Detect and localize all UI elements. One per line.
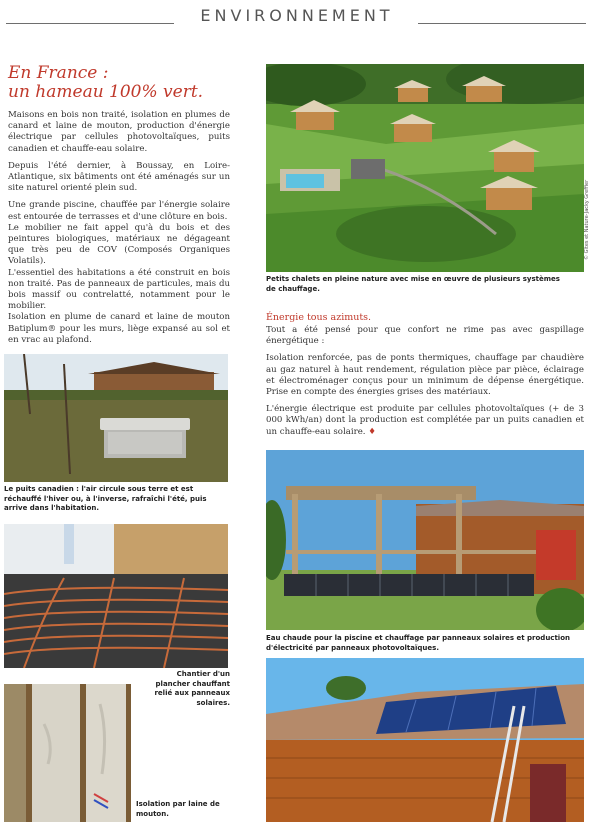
caption-isolation: Isolation par laine de mouton. [136,800,220,818]
photo-puits-canadien [4,354,228,482]
left-column-text [8,110,230,346]
header-rule-left [6,23,174,24]
paragraph: Le mobilier ne fait appel qu'à du bois et des peintures biologiques, matériaux ne dégageant que très peu de COV (Composés Organiques Volatils). [8,222,230,267]
photo-credit: © Gîtes et Nature-Jacky Greffier [584,179,590,260]
paragraph: Isolation renforcée, pas de ponts thermiques, chauffage par chaudière au gaz naturel à haut rendement, régulation pièce par pièce, éclairage et électroménager conçus pour un minimum de dépense énergétique. Prise en compte des énergies grises des matériaux. [266,353,584,398]
photo-plancher-chauffant [4,524,228,668]
photo-maison-panneaux [266,450,584,630]
caption-puits-canadien: Le puits canadien : l'air circule sous terre et est réchauffé l'hiver ou, à l'inverse, rafraîchi l'été, puis arrive dans l'habitation. [4,485,207,512]
paragraph-text: L'énergie électrique est produite par cellules photovoltaïques (+ de 3 000 kWh/an) dont la production est complétée par un puits canadien et un chauffe-eau solaire. [266,404,584,437]
paragraph: Maisons en bois non traité, isolation en plumes de canard et laine de mouton, production d'énergie électrique par cellules photovoltaïques, puits canadien et chauffe-eau solaire. [8,110,230,154]
section-title: ENVIRONNEMENT [200,6,394,25]
caption-eau-chaude: Eau chaude pour la piscine et chauffage par panneaux solaires et production d'électricité par panneaux photovoltaïques. [266,634,570,652]
caption-chalets: Petits chalets en pleine nature avec mise en œuvre de plusieurs systèmes de chauffage. [266,275,560,293]
photo-isolation [4,684,131,822]
paragraph [266,404,584,438]
paragraph: Isolation en plume de canard et laine de mouton Batiplum® pour les murs, liège expansé au sol et en vrac au plafond. [8,312,230,345]
header-rule-right [418,23,586,24]
end-mark: ♦ [368,426,376,437]
paragraph: Une grande piscine, chauffée par l'énergie solaire est entourée de terrasses et d'une clôture en bois. [8,200,230,222]
paragraph: Tout a été pensé pour que confort ne rime pas avec gaspillage énergétique : [266,325,584,347]
subheading: Énergie tous azimuts. [266,312,372,323]
paragraph: Depuis l'été dernier, à Boussay, en Loire-Atlantique, six bâtiments ont été aménagés sur un site naturel orienté plein sud. [8,160,230,194]
article-title-line-2: un hameau 100% vert. [8,82,204,102]
photo-chalets [266,64,584,272]
paragraph: L'essentiel des habitations a été construit en bois non traité. Pas de panneaux de particules, mais du bois massif ou contrelatté, notamment pour le mobilier. [8,267,230,312]
photo-toit-panneaux [266,658,584,822]
right-column-text [266,325,584,444]
caption-plancher-chauffant: Chantier d'un plancher chauffant relié aux panneaux solaires. [154,670,230,707]
article-title-line-1: En France : [8,63,109,83]
article-title [8,64,248,102]
